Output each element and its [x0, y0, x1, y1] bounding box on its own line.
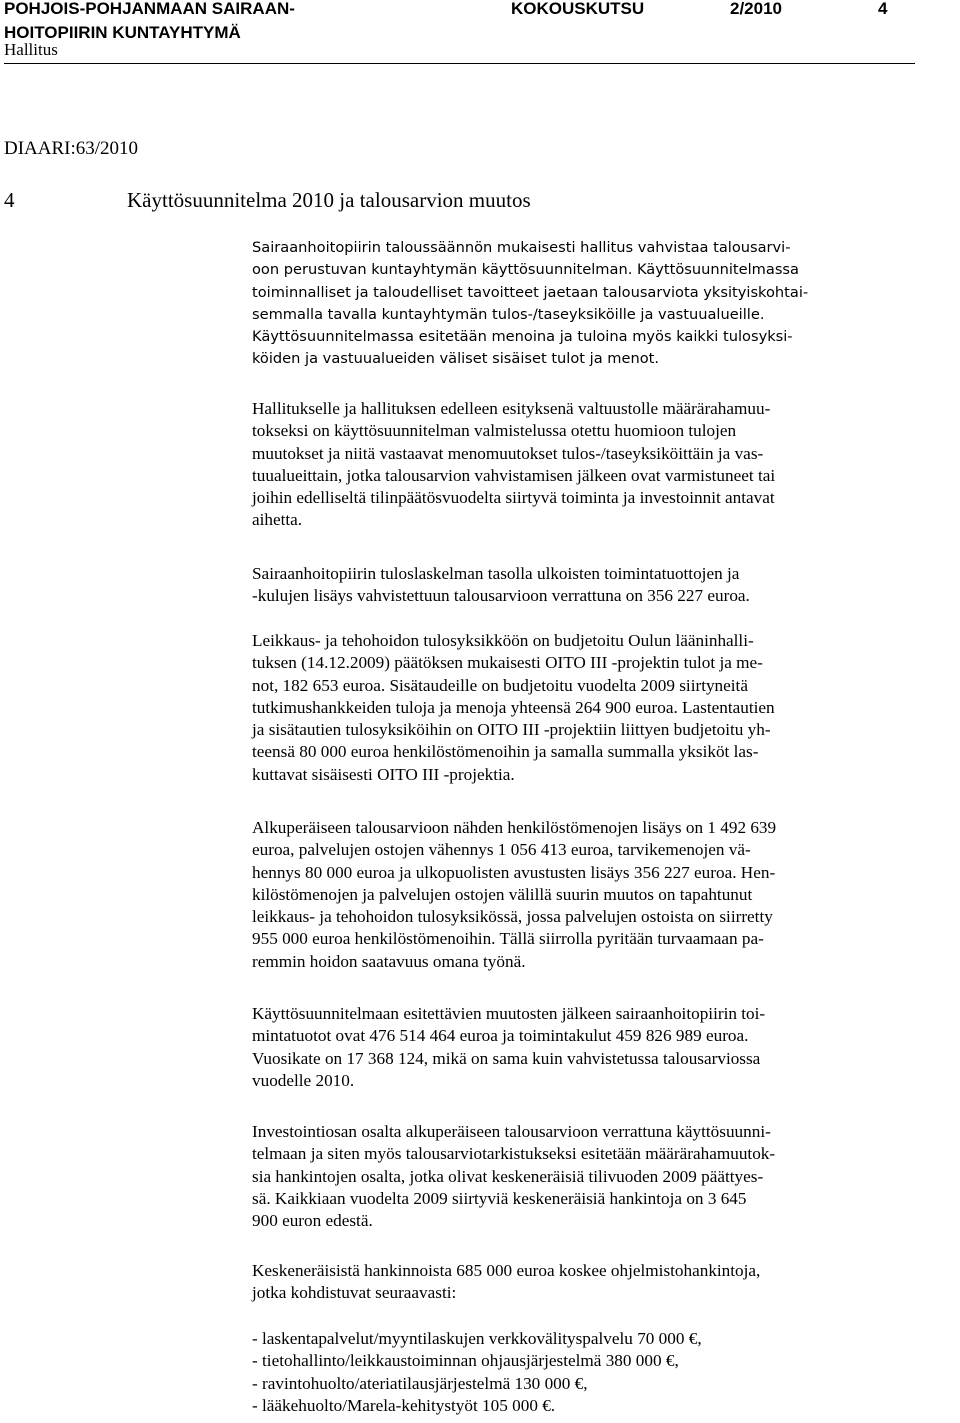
text-line: Hallitukselle ja hallituksen edelleen esityksenä valtuustolle määrärahamuu-: [252, 399, 771, 418]
list-item: - ravintohuolto/ateriatilausjärjestelmä 130 000 €,: [252, 1373, 588, 1393]
diaari-number: DIAARI:63/2010: [4, 138, 139, 159]
text-line: vuodelle 2010.: [252, 1070, 355, 1090]
agenda-item-title: Käyttösuunnitelma 2010 ja talousarvion muutos: [127, 188, 531, 212]
text-line: leikkaus- ja tehohoidon tulosyksikössä, jossa palvelujen ostoista on siirretty: [252, 907, 773, 927]
text-line: mintatuotot ovat 476 514 464 euroa ja toimintakulut 459 826 989 euroa.: [252, 1026, 749, 1046]
text-line: sä. Kaikkiaan vuodelta 2009 siirtyviä keskeneräisiä hankintoja on 3 645: [252, 1188, 747, 1208]
text-line: 955 000 euroa henkilöstömenoihin. Tällä siirrolla pyritään turvaamaan pa-: [252, 929, 764, 949]
paragraph: [252, 563, 750, 608]
text-line: toiminnalliset ja taloudelliset tavoitteet jaetaan talousarviota yksityiskohtai-: [252, 283, 809, 301]
list-item: - lääkehuolto/Marela-kehitystyöt 105 000 €.: [252, 1395, 556, 1415]
text-line: aihetta.: [252, 510, 303, 530]
text-line: 900 euron edestä.: [252, 1211, 373, 1231]
organization-line: HOITOPIIRIN KUNTAYHTYMÄ: [4, 23, 241, 42]
page-number: 4: [878, 0, 888, 18]
text-line: Alkuperäiseen talousarvioon nähden henkilöstömenojen lisäys on 1 492 639: [252, 818, 777, 837]
list-item: - tietohallinto/leikkaustoiminnan ohjausjärjestelmä 380 000 €,: [252, 1351, 679, 1371]
text-line: sia hankintojen osalta, jotka olivat keskeneräisiä tilivuoden 2009 päättyes-: [252, 1166, 764, 1186]
text-line: tuksen (14.12.2009) päätöksen mukaisesti OITO III -projektin tulot ja me-: [252, 653, 763, 673]
organization-line: POHJOIS-POHJANMAAN SAIRAAN-: [4, 0, 295, 18]
paragraph: [252, 1121, 775, 1232]
text-line: euroa, palvelujen ostojen vähennys 1 056 413 euroa, tarvikemenojen vä-: [252, 840, 751, 860]
text-line: ja sisätautien tulosyksiköihin on OITO III -projektiin liittyen budjetoitu yh-: [252, 720, 771, 740]
text-line: Keskeneräisistä hankinnoista 685 000 euroa koskee ohjelmistohankintoja,: [252, 1261, 761, 1280]
paragraph: [252, 1260, 760, 1305]
text-line: Leikkaus- ja tehohoidon tulosyksikköön on budjetoitu Oulun lääninhalli-: [252, 631, 754, 650]
text-line: tokseksi on käyttösuunnitelman valmistelussa otettu huomioon tulojen: [252, 421, 737, 441]
text-line: Sairaanhoitopiirin taloussäännön mukaisesti hallitus vahvistaa talousarvi-: [252, 239, 791, 256]
section-name: Hallitus: [4, 40, 58, 59]
text-line: -kulujen lisäys vahvistettuun talousarvioon verrattuna on 356 227 euroa.: [252, 586, 750, 606]
agenda-item-number: 4: [4, 188, 15, 212]
paragraph: [252, 1003, 765, 1092]
text-line: Käyttösuunnitelmaan esitettävien muutosten jälkeen sairaanhoitopiirin toi-: [252, 1004, 766, 1023]
paragraph: [252, 398, 775, 532]
project-list: [252, 1328, 702, 1417]
text-line: joihin edelliseltä tilinpäätösvuodelta siirtyvä toiminta ja investoinnit antavat: [252, 488, 775, 508]
text-line: jotka kohdistuvat seuraavasti:: [252, 1283, 457, 1303]
text-line: tuualueittain, jotka talousarvion vahvistamisen jälkeen ovat varmistuneet tai: [252, 465, 776, 485]
paragraph: [252, 630, 775, 786]
text-line: muutokset ja niitä vastaavat menomuutokset tulos-/taseyksiköittäin ja vas-: [252, 443, 764, 463]
text-line: telmaan ja siten myös talousarviotarkistukseksi esitetään määrärahamuutok-: [252, 1144, 776, 1164]
document-number: 2/2010: [730, 0, 782, 18]
text-line: hennys 80 000 euroa ja ulkopuolisten avustusten lisäys 356 227 euroa. Hen-: [252, 862, 776, 882]
text-line: tutkimushankkeiden tuloja ja menoja yhteensä 264 900 euroa. Lastentautien: [252, 697, 775, 717]
body-text: [252, 0, 960, 1423]
text-line: kuttavat sisäisesti OITO III -projektia.: [252, 764, 515, 784]
text-line: Vuosikate on 17 368 124, mikä on sama kuin vahvistetussa talousarviossa: [252, 1048, 761, 1068]
text-line: oon perustuvan kuntayhtymän käyttösuunnitelman. Käyttösuunnitelmassa: [252, 261, 799, 279]
text-line: semmalla tavalla kuntayhtymän tulos-/taseyksiköille ja vastuualueille.: [252, 305, 765, 323]
list-item: - laskentapalvelut/myyntilaskujen verkkovälityspalvelu 70 000 €,: [252, 1329, 702, 1348]
text-line: köiden ja vastuualueiden väliset sisäiset tulot ja menot.: [252, 350, 660, 368]
text-line: Investointiosan osalta alkuperäiseen talousarvioon verrattuna käyttösuunni-: [252, 1122, 771, 1141]
text-line: Sairaanhoitopiirin tuloslaskelman tasolla ulkoisten toimintatuottojen ja: [252, 564, 740, 583]
text-line: Käyttösuunnitelmassa esitetään menoina ja tuloina myös kaikki tulosyksi-: [252, 328, 793, 346]
paragraph: [252, 817, 776, 973]
text-line: teensä 80 000 euroa henkilöstömenoihin ja samalla summalla yksiköt las-: [252, 742, 759, 762]
text-line: kilöstömenojen ja palvelujen ostojen välillä suurin muutos on tapahtunut: [252, 884, 753, 904]
paragraph: [252, 237, 808, 371]
text-line: not, 182 653 euroa. Sisätaudeille on budjetoitu vuodelta 2009 siirtyneitä: [252, 675, 748, 695]
text-line: remmin hoidon saatavuus omana työnä.: [252, 951, 526, 971]
document-type: KOKOUSKUTSU: [511, 0, 645, 18]
